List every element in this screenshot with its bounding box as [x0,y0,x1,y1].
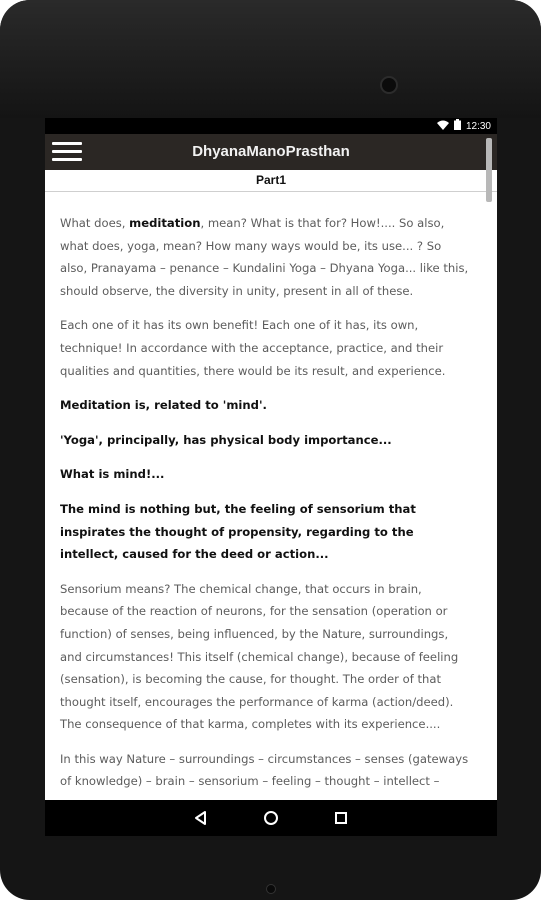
status-icons [437,119,491,133]
home-circle-icon[interactable] [236,800,306,836]
status-time: 12:30 [465,120,491,132]
paragraph-1-text-end: , mean? What is that for? How!.... So also, what does, yoga, mean? How many ways would be, its use... ? So also, Pranayama – penance – Kundalini Yoga – Dhyana Yoga... like this, should observe, the diversity in unity, present in all of these. [60,216,469,298]
paragraph-1 [60,212,472,302]
app-screen [45,118,497,836]
article-content [60,212,472,805]
paragraph-8: In this way Nature – surroundings – circumstances – senses (gateways of knowledge) – brain – sensorium – feeling – thought – intellect – [60,751,469,789]
status-bar [45,118,497,134]
part-header: Part1 [45,170,497,192]
paragraph-4: 'Yoga', principally, has physical body importance... [60,432,392,447]
paragraph-6: The mind is nothing but, the feeling of sensorium that inspirates the thought of propensity, regarding to the intellect, caused for the deed or action... [60,501,416,562]
back-triangle-icon[interactable] [166,800,236,836]
navigation-bar [45,800,497,836]
paragraph-7: Sensorium means? The chemical change, that occurs in brain, because of the reaction of neurons, for the sensation (operation or function) of senses, being influenced, by the Nature, surroundings, and circumstances! This itself (chemical change), because of feeling (sensation), is becoming the cause, for thought. The order of that thought itself, encourages the performance of karma (action/deed). The consequence of that karma, completes with its experience.... [60,581,459,732]
scrollbar-thumb[interactable] [486,138,492,202]
bottom-microphone [266,884,276,894]
app-title: DhyanaManoPrasthan [192,143,350,160]
app-toolbar [45,134,497,170]
paragraph-2: Each one of it has its own benefit! Each one of it has, its own, technique! In accordance with the acceptance, practice, and their qualities and quantities, there would be its result, and experience. [60,318,446,378]
paragraph-1-text-start: What does, [60,216,130,230]
meditation-keyword: meditation [129,216,201,230]
battery-icon [454,119,461,133]
paragraph-5: What is mind!... [60,467,165,482]
recents-square-icon[interactable] [306,800,376,836]
front-camera [380,76,398,94]
vertical-scrollbar[interactable] [486,138,494,833]
wifi-icon [437,120,449,133]
top-bezel [0,0,541,118]
paragraph-3: Meditation is, related to 'mind'. [60,398,267,413]
